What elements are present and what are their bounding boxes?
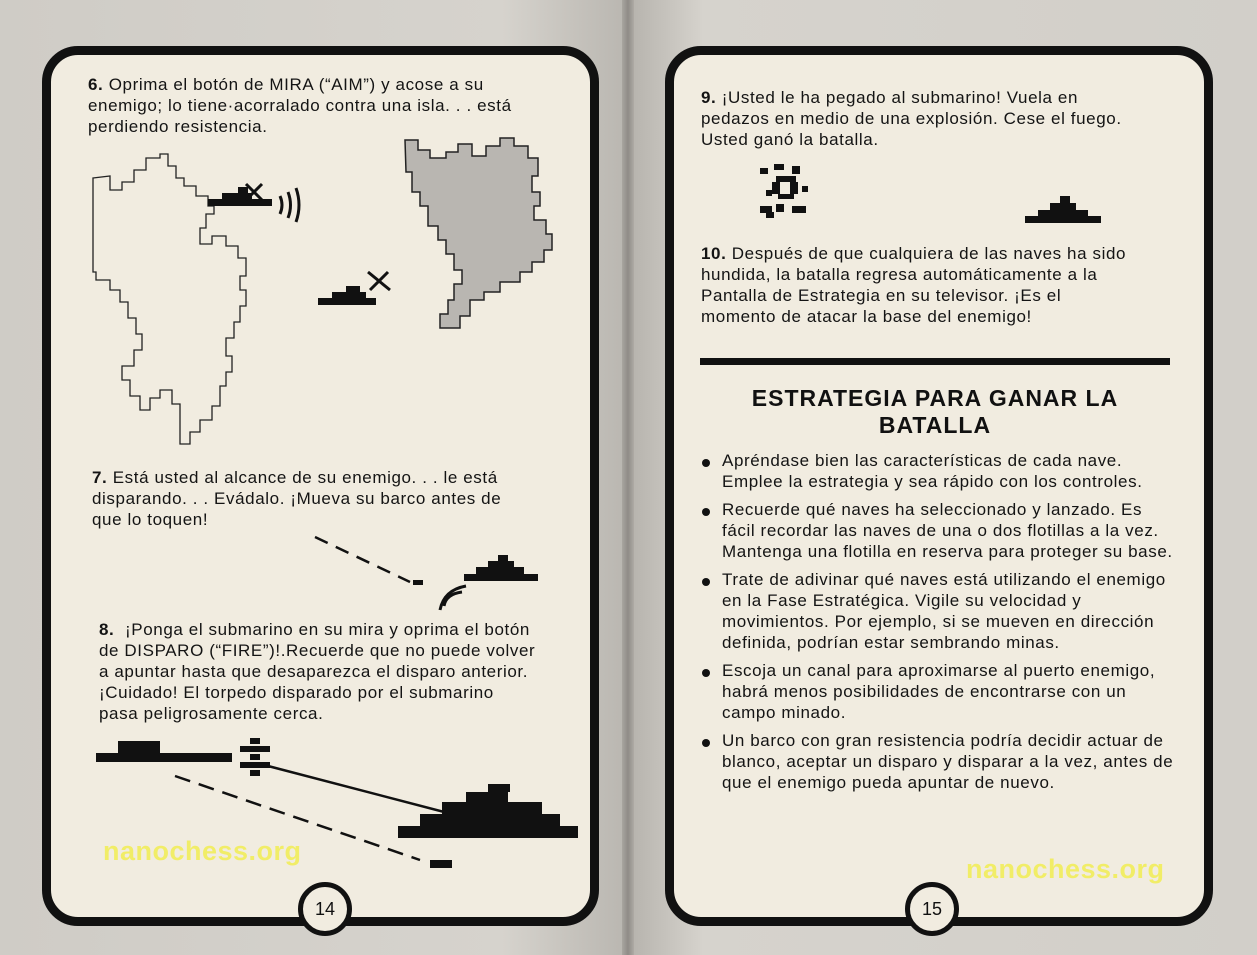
torpedo-dashed-line (315, 537, 410, 582)
step-8-line-2: de DISPARO (“FIRE”)!.Recuerde que no puede volver (99, 641, 536, 660)
page-number-14: 14 (298, 882, 352, 936)
page-number-15: 15 (905, 882, 959, 936)
explosion-icon (760, 164, 808, 218)
battleship-icon (398, 784, 578, 838)
step-6-number: 6. (88, 75, 104, 94)
sonar-waves-icon (280, 188, 299, 222)
ship-icon-aim (208, 187, 272, 206)
step-7-line-3: que lo toquen! (92, 510, 209, 529)
step-7-line-2: disparando. . . Evádalo. ¡Mueva su barco antes de (92, 489, 502, 508)
torpedo-icon (413, 580, 423, 585)
section-heading-line-1: ESTRATEGIA PARA GANAR LA (751, 385, 1119, 411)
step-9-line-3: Usted ganó la batalla. (701, 130, 879, 149)
tip-item: Trate de adivinar qué naves está utilizando el enemigo en la Fase Estratégica. Vigile su velocidad y movimientos. Por ejemplo, si se mueven en dirección definida, podrían estar sembrando minas. (700, 569, 1178, 653)
aim-line (268, 766, 448, 813)
step-10-number: 10. (701, 244, 727, 263)
step-9-number: 9. (701, 88, 717, 107)
step-6-line-2: enemigo; lo tiene·acorralado contra una isla. . . está (88, 96, 512, 115)
step-10-line-4: momento de atacar la base del enemigo! (701, 307, 1032, 326)
step-7-number: 7. (92, 468, 108, 487)
tip-item: Recuerde qué naves ha seleccionado y lanzado. Es fácil recordar las naves de una o dos flotillas a la vez. Mantenga una flotilla en reserva para proteger su base. (700, 499, 1178, 562)
step-9-line-2: pedazos en medio de una explosión. Cese el fuego. (701, 109, 1122, 128)
step-9-line-1: 9. ¡Usted le ha pegado al submarino! Vuela en (701, 88, 1079, 107)
step-8-line-1: 8. ¡Ponga el submarino en su mira y oprima el botón (99, 620, 530, 639)
tip-item: Un barco con gran resistencia podría decidir actuar de blanco, aceptar un disparo y disparar a la vez, antes de que el enemigo pueda apuntar de nuevo. (700, 730, 1178, 793)
step-7-line-1: 7. Está usted al alcance de su enemigo. . . le está (92, 468, 498, 487)
tip-item: Apréndase bien las características de cada nave. Emplee la estrategia y sea rápido con los controles. (700, 450, 1178, 492)
enemy-ship-icon (318, 286, 376, 305)
crosshair-icon-2 (368, 272, 390, 290)
tip-item: Escoja un canal para aproximarse al puerto enemigo, habrá menos posibilidades de encontrarse con un campo minado. (700, 660, 1178, 723)
step-8-number: 8. (99, 620, 115, 639)
step-10-line-2: hundida, la batalla regresa automáticamente a la (701, 265, 1098, 284)
wake-waves-icon (440, 586, 466, 610)
step-10-line-1: 10. Después de que cualquiera de las naves ha sido (701, 244, 1127, 263)
section-heading-line-2: BATALLA (878, 412, 992, 438)
crosshair-icon (246, 184, 262, 200)
step-8-line-3: a apuntar hasta que desaparezca el disparo anterior. (99, 662, 529, 681)
submarine-target-icon (240, 738, 270, 776)
watermark-left: nanochess.org (103, 836, 302, 866)
submarine-icon (96, 741, 232, 762)
victorious-ship-icon (1025, 196, 1101, 223)
step-10-line-3: Pantalla de Estrategia en su televisor. ¡Es el (701, 286, 1062, 305)
evading-ship-icon (464, 555, 538, 581)
watermark-right: nanochess.org (966, 854, 1165, 884)
step-6-line-3: perdiendo resistencia. (88, 117, 268, 136)
torpedo-icon-2 (430, 860, 452, 868)
island-filled-right (405, 138, 552, 328)
strategy-tips-list (700, 450, 1178, 800)
step-8-line-4: ¡Cuidado! El torpedo disparado por el submarino (99, 683, 494, 702)
section-divider (700, 358, 1170, 365)
step-8-line-5: pasa peligrosamente cerca. (99, 704, 324, 723)
step-6-line-1: 6. Oprima el botón de MIRA (“AIM”) y acose a su (88, 75, 484, 94)
